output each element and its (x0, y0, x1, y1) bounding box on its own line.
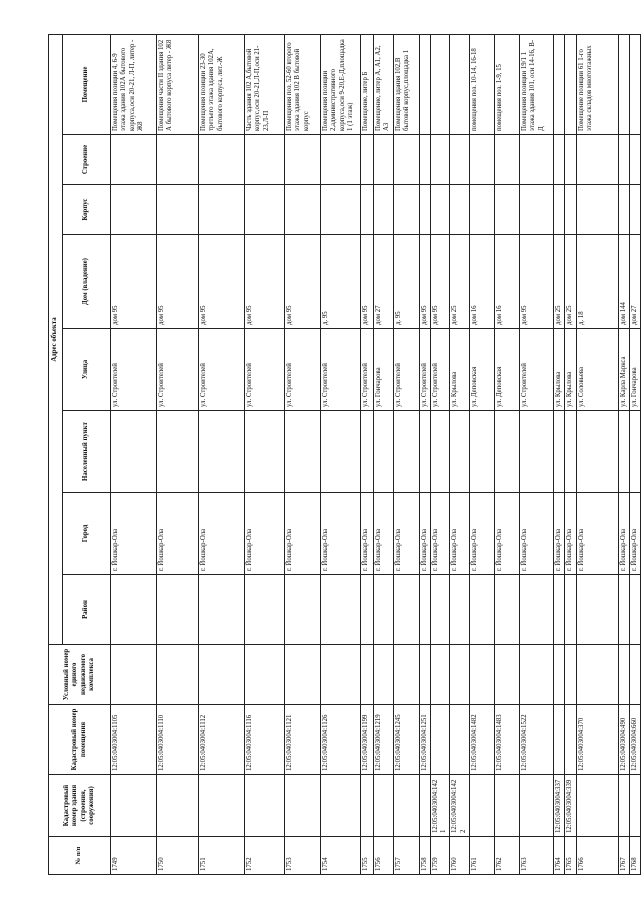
cell-locality (199, 411, 245, 493)
cell-stroenie (361, 135, 374, 185)
cell-street: ул. Карла Маркса (618, 329, 629, 411)
cell-locality (321, 411, 361, 493)
cell-house: дом 25 (565, 235, 576, 329)
cell-district (361, 575, 374, 645)
cell-korpus (374, 185, 394, 235)
cell-district (519, 575, 553, 645)
cell-num: 1753 (285, 837, 321, 875)
cell-street: ул. Деповская (469, 329, 494, 411)
cell-premise: Помещения поз. 52-60 второго этажа здания 102 В бытовой корпус (285, 34, 321, 134)
cell-cond (618, 645, 629, 705)
header-korpus: Корпус (63, 185, 111, 235)
cell-city: г. Йошкар-Ола (285, 493, 321, 575)
cell-street: ул. Деповская (494, 329, 519, 411)
cell-korpus (285, 185, 321, 235)
cell-locality (430, 411, 450, 493)
cell-city: г. Йошкар-Ола (321, 493, 361, 575)
cell-num: 1754 (321, 837, 361, 875)
cell-premise-cad: 12:05:0403004:490 (618, 705, 629, 775)
table-row[interactable] (494, 34, 519, 874)
cell-korpus (361, 185, 374, 235)
cell-building (618, 775, 629, 837)
cell-locality (450, 411, 470, 493)
cell-building: 12:05:0403004:337 (553, 775, 564, 837)
header-street: Улица (63, 329, 111, 411)
cell-stroenie (430, 135, 450, 185)
cell-building (393, 775, 419, 837)
cell-building (629, 775, 640, 837)
cell-building (285, 775, 321, 837)
cell-building: 12:05:0403004:1422 (450, 775, 470, 837)
cell-city: г. Йошкар-Ола (430, 493, 450, 575)
cell-stroenie (519, 135, 553, 185)
cell-cond (285, 645, 321, 705)
cell-num: 1763 (519, 837, 553, 875)
cell-cond (553, 645, 564, 705)
cell-locality (553, 411, 564, 493)
cell-house: дом 27 (629, 235, 640, 329)
cell-district (469, 575, 494, 645)
cell-korpus (519, 185, 553, 235)
cell-district (393, 575, 419, 645)
cell-building (494, 775, 519, 837)
header-address-group: Адрес объекта (49, 34, 63, 644)
cell-korpus (469, 185, 494, 235)
cell-stroenie (285, 135, 321, 185)
cell-district (576, 575, 618, 645)
cell-city: г. Йошкар-Ола (419, 493, 430, 575)
cell-premise (629, 34, 640, 134)
cell-street: ул. Строителей (430, 329, 450, 411)
table-body (111, 34, 641, 874)
cell-district (618, 575, 629, 645)
cell-locality (469, 411, 494, 493)
cell-premise-cad: 12:05:0403004:1126 (321, 705, 361, 775)
cell-district (419, 575, 430, 645)
cell-premise: помещения поз. 1-9, 15 (494, 34, 519, 134)
cell-cond (245, 645, 285, 705)
cell-cond (321, 645, 361, 705)
cell-num: 1760 (450, 837, 470, 875)
cell-cond (374, 645, 394, 705)
cell-city: г. Йошкар-Ола (519, 493, 553, 575)
cell-cond (111, 645, 157, 705)
table-row[interactable] (157, 34, 199, 874)
cell-cond (393, 645, 419, 705)
cell-stroenie (321, 135, 361, 185)
cell-house: дом 95 (111, 235, 157, 329)
cell-stroenie (576, 135, 618, 185)
cell-city: г. Йошкар-Ола (393, 493, 419, 575)
cell-locality (393, 411, 419, 493)
cell-premise-cad: 12:05:0403004:1483 (494, 705, 519, 775)
cell-premise-cad: 12:05:0403004:1112 (199, 705, 245, 775)
cell-house: дом 95 (245, 235, 285, 329)
header-city: Город (63, 493, 111, 575)
cell-city: г. Йошкар-Ола (361, 493, 374, 575)
table-row[interactable] (111, 34, 157, 874)
cell-city: г. Йошкар-Ола (576, 493, 618, 575)
cell-premise: Помещения позиции 4, 6-9 этажа здания 102А бытового корпуса,оси 20-21, Л-П, литер - Ж8 (111, 34, 157, 134)
cell-korpus (629, 185, 640, 235)
cell-house: дом 95 (199, 235, 245, 329)
cell-street: ул. Строителей (321, 329, 361, 411)
cell-house: дом 25 (450, 235, 470, 329)
table-row[interactable] (553, 34, 564, 874)
cell-korpus (199, 185, 245, 235)
cell-premise-cad: 12:05:0403004:1121 (285, 705, 321, 775)
cell-city: г. Йошкар-Ола (450, 493, 470, 575)
cell-premise-cad: 12:05:0403004:1251 (419, 705, 430, 775)
cell-building (469, 775, 494, 837)
cell-premise-cad (430, 705, 450, 775)
table-row[interactable] (419, 34, 430, 874)
cell-premise: Помещения здания 102,В бытовой корпус,площадка 1 (393, 34, 419, 134)
cell-premise: Помещения позиции 23-30 третьего этажа здания 102А, бытового корпуса, лит.-Ж (199, 34, 245, 134)
cell-building (245, 775, 285, 837)
cell-district (629, 575, 640, 645)
cell-num: 1768 (629, 837, 640, 875)
cell-district (321, 575, 361, 645)
cell-stroenie (629, 135, 640, 185)
cell-premise (618, 34, 629, 134)
cell-house: д. 95 (321, 235, 361, 329)
cell-premise-cad: 12:05:0403004:370 (576, 705, 618, 775)
table-row[interactable] (565, 34, 576, 874)
header-num: № п/п (49, 837, 111, 875)
cell-district (565, 575, 576, 645)
table-row[interactable] (361, 34, 374, 874)
cell-building (199, 775, 245, 837)
cell-house: д. 18 (576, 235, 618, 329)
cell-premise-cad: 12:05:0403004:1116 (245, 705, 285, 775)
cell-korpus (450, 185, 470, 235)
cell-district (450, 575, 470, 645)
cell-premise: Помещения позиции 2,административного корпуса,оси 9-20,Е-Д,площадка 1 (1 этаж) (321, 34, 361, 134)
cell-cond (519, 645, 553, 705)
cell-cond (157, 645, 199, 705)
cell-num: 1764 (553, 837, 564, 875)
cell-city: г. Йошкар-Ола (565, 493, 576, 575)
cell-premise: Помещения части II здания 102 А бытового корпуса литер - Ж8 (157, 34, 199, 134)
cell-korpus (111, 185, 157, 235)
cell-house: дом 95 (430, 235, 450, 329)
cell-stroenie (374, 135, 394, 185)
cell-num: 1762 (494, 837, 519, 875)
cell-building (111, 775, 157, 837)
cell-premise-cad (565, 705, 576, 775)
cell-premise-cad: 12:05:0403004:1522 (519, 705, 553, 775)
cell-city: г. Йошкар-Ола (374, 493, 394, 575)
cell-locality (576, 411, 618, 493)
cell-korpus (245, 185, 285, 235)
cell-num: 1749 (111, 837, 157, 875)
cell-premise: Помещение, литер Б (361, 34, 374, 134)
table-row[interactable] (629, 34, 640, 874)
cell-house: дом 95 (285, 235, 321, 329)
cell-korpus (321, 185, 361, 235)
cell-locality (419, 411, 430, 493)
cell-premise (565, 34, 576, 134)
cell-cond (361, 645, 374, 705)
cell-city: г. Йошкар-Ола (618, 493, 629, 575)
table-row[interactable] (245, 34, 285, 874)
cell-street: ул. Крылова (565, 329, 576, 411)
cell-building (321, 775, 361, 837)
cell-street: ул. Строителей (419, 329, 430, 411)
cell-street: ул. Строителей (199, 329, 245, 411)
cell-house: д. 95 (393, 235, 419, 329)
cell-korpus (419, 185, 430, 235)
table-row[interactable] (450, 34, 470, 874)
cell-premise-cad: 12:05:0403004:1245 (393, 705, 419, 775)
cell-house: дом 144 (618, 235, 629, 329)
cell-korpus (494, 185, 519, 235)
cell-house: дом 95 (157, 235, 199, 329)
cell-korpus (565, 185, 576, 235)
cell-locality (629, 411, 640, 493)
header-district: Район (63, 575, 111, 645)
cell-num: 1766 (576, 837, 618, 875)
cell-locality (374, 411, 394, 493)
cell-korpus (393, 185, 419, 235)
cell-district (374, 575, 394, 645)
cell-locality (618, 411, 629, 493)
cell-street: ул. Строителей (519, 329, 553, 411)
table-row[interactable] (519, 34, 553, 874)
cell-stroenie (565, 135, 576, 185)
cell-premise: помещения поз. 10-14, 16-18 (469, 34, 494, 134)
cell-building (361, 775, 374, 837)
cell-street: ул. Крылова (553, 329, 564, 411)
cell-korpus (576, 185, 618, 235)
cell-cond (419, 645, 430, 705)
cell-locality (157, 411, 199, 493)
cell-korpus (157, 185, 199, 235)
table-row[interactable] (430, 34, 450, 874)
header-house: Дом (владение) (63, 235, 111, 329)
cell-premise-cad: 12:05:0403004:1219 (374, 705, 394, 775)
cell-building: 12:05:0403004:339 (565, 775, 576, 837)
cell-stroenie (393, 135, 419, 185)
cell-stroenie (419, 135, 430, 185)
table-row[interactable] (199, 34, 245, 874)
header-premise-cadnum: Кадастровый номер помещения (49, 705, 111, 775)
cell-house: дом 27 (374, 235, 394, 329)
cell-building (419, 775, 430, 837)
header-stroenie: Строение (63, 135, 111, 185)
cell-locality (111, 411, 157, 493)
cell-locality (245, 411, 285, 493)
cell-house: дом 16 (494, 235, 519, 329)
cell-korpus (430, 185, 450, 235)
cell-cond (430, 645, 450, 705)
cell-house: дом 95 (419, 235, 430, 329)
cell-stroenie (469, 135, 494, 185)
cell-street: ул. Гончарова (629, 329, 640, 411)
cell-city: г. Йошкар-Ола (199, 493, 245, 575)
cell-district (285, 575, 321, 645)
cell-street: ул. Крылова (450, 329, 470, 411)
header-locality: Населенный пункт (63, 411, 111, 493)
cell-street: ул. Соловьева (576, 329, 618, 411)
cell-city: г. Йошкар-Ола (157, 493, 199, 575)
cell-premise-cad: 12:05:0403004:1199 (361, 705, 374, 775)
cell-locality (519, 411, 553, 493)
cell-district (245, 575, 285, 645)
cell-building (576, 775, 618, 837)
cell-locality (494, 411, 519, 493)
cell-premise-cad (450, 705, 470, 775)
cell-num: 1756 (374, 837, 394, 875)
cell-korpus (553, 185, 564, 235)
cell-district (430, 575, 450, 645)
cell-cond (199, 645, 245, 705)
cell-city: г. Йошкар-Ола (469, 493, 494, 575)
cell-building (157, 775, 199, 837)
cell-num: 1752 (245, 837, 285, 875)
cell-num: 1750 (157, 837, 199, 875)
cell-stroenie (494, 135, 519, 185)
cell-city: г. Йошкар-Ола (553, 493, 564, 575)
header-conditional-num: Условный номер единого недвижимого комплекса (49, 645, 111, 705)
cell-street: ул. Строителей (245, 329, 285, 411)
cell-premise: Помещение позиции 61 1-го этажа складов многоэтажных (576, 34, 618, 134)
cell-stroenie (618, 135, 629, 185)
cell-premise (419, 34, 430, 134)
cell-cond (469, 645, 494, 705)
cell-building (519, 775, 553, 837)
cell-stroenie (157, 135, 199, 185)
table-row[interactable] (393, 34, 419, 874)
cell-num: 1755 (361, 837, 374, 875)
cell-stroenie (199, 135, 245, 185)
table-row[interactable] (469, 34, 494, 874)
cell-premise-cad: 12:05:0403004:1105 (111, 705, 157, 775)
cell-district (157, 575, 199, 645)
cell-house: дом 16 (469, 235, 494, 329)
cell-premise: Часть здания 102 А,бытовой корпус,оси 20-21,Л-П,оси 21-23,Л-П (245, 34, 285, 134)
cell-city: г. Йошкар-Ола (629, 493, 640, 575)
header-premise: Помещение (63, 34, 111, 134)
cell-premise-cad: 12:05:0403004:1110 (157, 705, 199, 775)
cell-locality (361, 411, 374, 493)
cell-house: дом 95 (361, 235, 374, 329)
cell-city: г. Йошкар-Ола (245, 493, 285, 575)
cell-premise (553, 34, 564, 134)
cell-premise-cad: 12:05:0403004:1482 (469, 705, 494, 775)
cell-premise-cad: 12:05:0403004:660 (629, 705, 640, 775)
cell-cond (576, 645, 618, 705)
cell-street: ул. Строителей (111, 329, 157, 411)
cell-num: 1761 (469, 837, 494, 875)
cell-city: г. Йошкар-Ола (494, 493, 519, 575)
cell-street: ул. Строителей (157, 329, 199, 411)
cell-stroenie (245, 135, 285, 185)
cell-premise: Помещения позиции 19/1 1 этажа здания 101, оси 14-16, В-Д (519, 34, 553, 134)
cell-cond (565, 645, 576, 705)
cell-num: 1758 (419, 837, 430, 875)
cell-city: г. Йошкар-Ола (111, 493, 157, 575)
table-row[interactable] (285, 34, 321, 874)
document-page (48, 35, 638, 875)
cell-korpus (618, 185, 629, 235)
cell-building (374, 775, 394, 837)
cell-district (199, 575, 245, 645)
cell-stroenie (450, 135, 470, 185)
cell-premise (450, 34, 470, 134)
cell-premise-cad (553, 705, 564, 775)
cell-cond (629, 645, 640, 705)
cell-locality (285, 411, 321, 493)
cell-num: 1759 (430, 837, 450, 875)
cell-district (553, 575, 564, 645)
table-row[interactable] (321, 34, 361, 874)
cell-building: 12:05:0403004:1421 (430, 775, 450, 837)
property-register-table (48, 34, 641, 875)
cell-house: дом 95 (519, 235, 553, 329)
cell-premise (430, 34, 450, 134)
cell-num: 1767 (618, 837, 629, 875)
cell-stroenie (553, 135, 564, 185)
cell-num: 1757 (393, 837, 419, 875)
table-row[interactable] (576, 34, 618, 874)
cell-num: 1751 (199, 837, 245, 875)
cell-street: ул. Гончарова (374, 329, 394, 411)
table-row[interactable] (374, 34, 394, 874)
cell-cond (450, 645, 470, 705)
table-row[interactable] (618, 34, 629, 874)
cell-street: ул. Строителей (285, 329, 321, 411)
cell-street: ул. Строителей (361, 329, 374, 411)
cell-num: 1765 (565, 837, 576, 875)
cell-premise: Помещение, литер А, А1, А2, А3 (374, 34, 394, 134)
cell-cond (494, 645, 519, 705)
cell-locality (565, 411, 576, 493)
cell-street: ул. Строителей (393, 329, 419, 411)
header-building-cadnum: Кадастровый номер здания (строения, сооружения) (49, 775, 111, 837)
cell-house: дом 25 (553, 235, 564, 329)
cell-stroenie (111, 135, 157, 185)
cell-district (111, 575, 157, 645)
cell-district (494, 575, 519, 645)
